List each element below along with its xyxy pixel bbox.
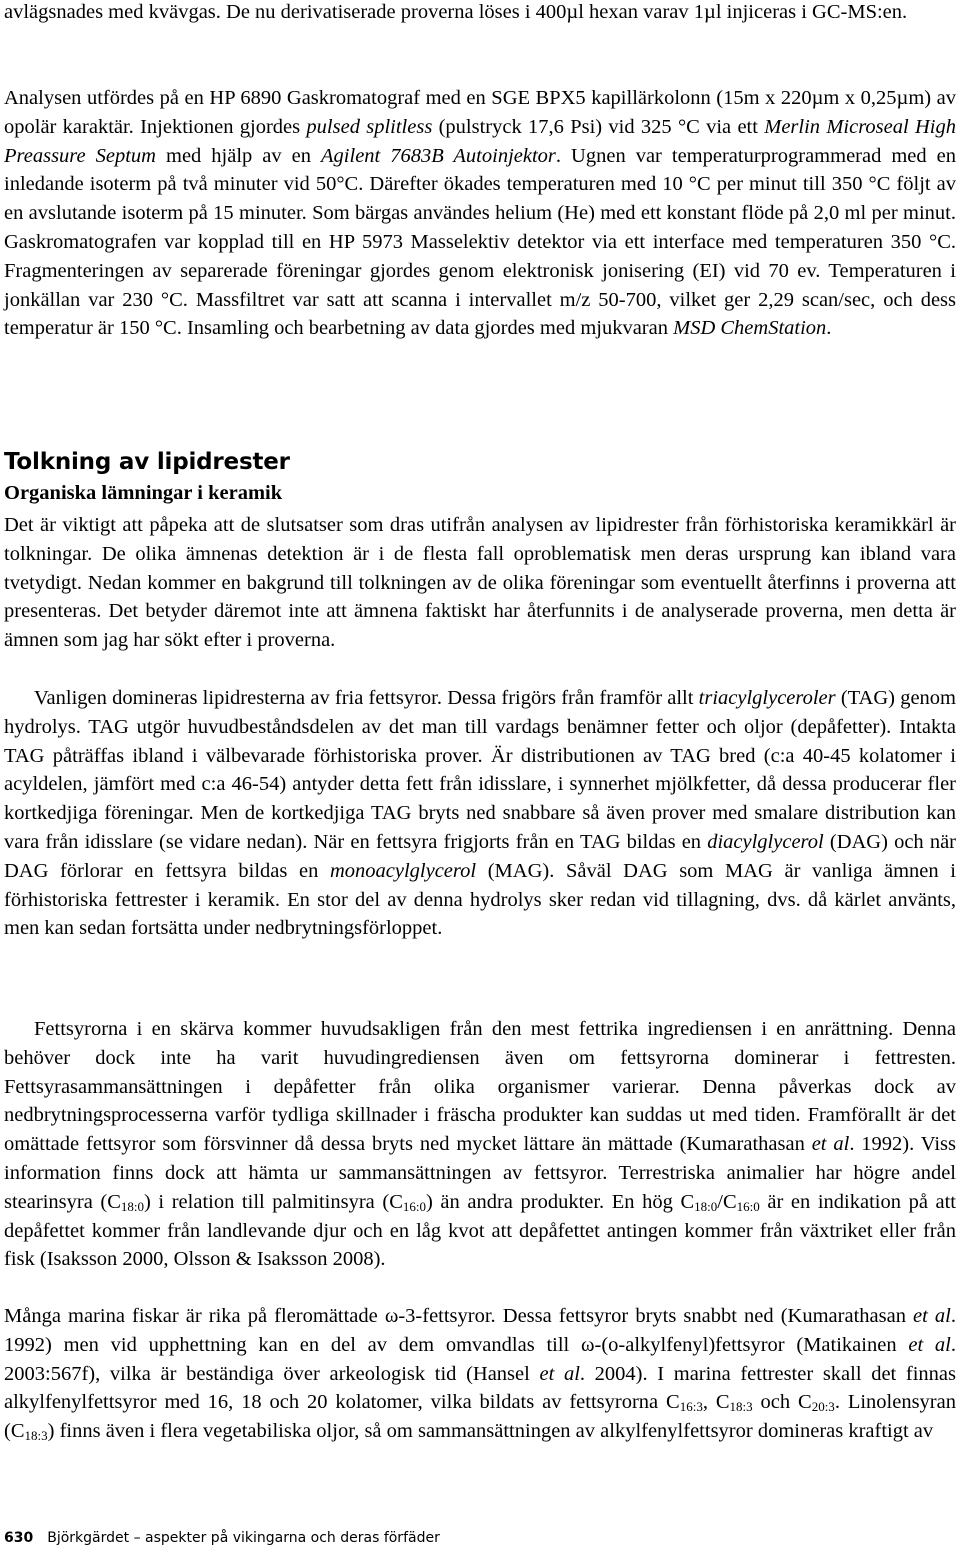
- paragraph-interpretation: Det är viktigt att påpeka att de slutsatser som dras utifrån analysen av lipidrester från förhistoriska keramikkärl är tolkningar. De olika ämnenas detektion är i de flesta fall oproblematisk men deras ursprung kan ibland vara tvetydigt. Nedan kommer en bakgrund till tolkningen av de olika föreningar som eventuellt återfinns i proverna att presenteras. Det betyder däremot inte att ämnena faktiskt har återfunnits i de analyserade proverna, men detta är ämnen som jag har sökt efter i proverna.: [4, 514, 956, 652]
- term-septum: Merlin Microseal High Preassure Septum: [4, 115, 957, 167]
- paragraph-marine-fish: Många marina fiskar är rika på fleromättade ω-3-fettsyror. Dessa fettsyror bryts snabbt ned (Kumarathasan et al. 1992) men vid upphettning kan en del av dem omvandlas till ω-(o-alkylfenyl)fettsyror (Matikainen et al. 2003:567f), vilka är beständiga över arkeologisk tid (Hansel et al. 2004). I marina fettrester skall det finnas alkylfenylfettsyror med 16, 18 och 20 kolatomer, vilka bildats av fettsyrorna $C_{16:3}$, $C_{18:3}$ och $C_{20:3}$. Linolensyran $(C_{18:3})$ finns även i flera vegetabiliska oljor, så om sammansättningen av alkylfenylfettsyror domineras kraftigt av: [4, 1305, 956, 1444]
- term-diacylglycerol: diacylglycerol: [707, 830, 824, 853]
- term-pulsed-splitless: pulsed splitless: [306, 115, 433, 138]
- term-triacylglycerol: triacylglyceroler: [698, 687, 836, 709]
- term-software: MSD ChemStation: [673, 317, 827, 340]
- paragraph-derivatization: avlägsnades med kvävgas. De nu derivatiserade proverna löses i 400µl hexan varav 1µl injiceras i GC-MS:en.: [4, 1, 908, 23]
- page-number: 630: [4, 1530, 34, 1546]
- term-autoinjector: Agilent 7683B Autoinjektor: [321, 144, 556, 167]
- paragraph-fatty-acid-composition: Fettsyrorna i en skärva kommer huvudsakligen från den mest fettrika ingrediensen i en anrättning. Denna behöver dock inte ha varit huvudingrediensen även om fettsyrorna dominerar i fettresten. Fettsyrasammansättningen i depåfetter från olika organismer varierar. Denna påverkas dock av nedbrytningsprocesserna varför tydliga skillnader i fräscha produkter kan suddas ut med tiden. Framförallt är det omättade fettsyror som försvinner då dessa bryts ned mycket lättare än mättade (Kumarathasan et al. 1992). Viss information finns dock att hämta ur sammansättningen av fettsyror. Terrestriska animalier har högre andel stearinsyra $(C_{18:0})$ i relation till palmitinsyra $(C_{16:0})$ än andra produkter. En hög $C_{18:0}/C_{16:0}$ är en indikation på att depåfettet kommer från landlevande djur och en låg kvot att depåfettet antingen kommer från växtriket eller från fisk (Isaksson 2000, Olsson & Isaksson 2008).: [4, 1018, 957, 1271]
- running-title: Björkgärdet – aspekter på vikingarna och deras förfäder: [47, 1530, 440, 1546]
- paragraph-fatty-acids: Vanligen domineras lipidresterna av fria fettsyror. Dessa frigörs från framför allt triacylglyceroler (TAG) genom hydrolys. TAG utgör huvudbeståndsdelen av det man till vardags benämner fetter och oljor (depåfetter). Intakta TAG påträffas ibland i välbevarade förhistoriska prover. Är distributionen av TAG bred (c:a 40-45 kolatomer i acyldelen, jämfört med c:a 46-54) antyder detta fett från idisslare, i synnerhet mjölkfetter, då dessa producerar fler kortkedjiga föreningar. Men de kortkedjiga TAG bryts ned snabbare så även prover med smalare distribution kan vara från idisslare (se vidare nedan). När en fettsyra frigjorts från en TAG bildas en diacylglycerol (DAG) och när DAG förlorar en fettsyra bildas en monoacylglycerol (MAG). Såväl DAG som MAG är vanliga ämnen i förhistoriska fettrester i keramik. En stor del av denna hydrolys sker redan vid tillagning, dvs. då kärlet använts, men kan sedan fortsätta under nedbrytningsförloppet.: [4, 687, 957, 940]
- term-monoacylglycerol: monoacylglycerol: [329, 859, 477, 882]
- paragraph-gc-ms-analysis: Analysen utfördes på en HP 6890 Gaskromatograf med en SGE BPX5 kapillärkolonn (15m x 220µm x 0,25µm) av opolär karaktär. Injektionen gjordes pulsed splitless (pulstryck 17,6 Psi) vid 325 °C via ett Merlin Microseal High Preassure Septum med hjälp av en Agilent 7683B Autoinjektor. Ugnen var temperaturprogrammerad med en inledande isoterm på två minuter vid 50°C. Därefter ökades temperaturen med 10 °C per minut till 350 °C följt av en avslutande isoterm på 15 minuter. Som bärgas användes helium (He) med ett konstant flöde på 2,0 ml per minut. Gaskromatografen var kopplad till en HP 5973 Masselektiv detektor via ett interface med temperaturen 350 °C. Fragmenteringen av separerade föreningar gjordes genom elektronisk jonisering (EI) vid 70 ev. Temperaturen i jonkällan var 230 °C. Massfiltret var satt att scanna i intervallet m/z 50-700, vilket ger 2,29 scan/sec, och dess temperatur är 150 °C. Insamling och bearbetning av data gjordes med mjukvaran MSD ChemStation.: [4, 87, 957, 340]
- section-heading: Tolkning av lipidrester: [4, 449, 290, 475]
- page-footer: [4, 1530, 440, 1546]
- subsection-heading: Organiska lämningar i keramik: [4, 482, 283, 504]
